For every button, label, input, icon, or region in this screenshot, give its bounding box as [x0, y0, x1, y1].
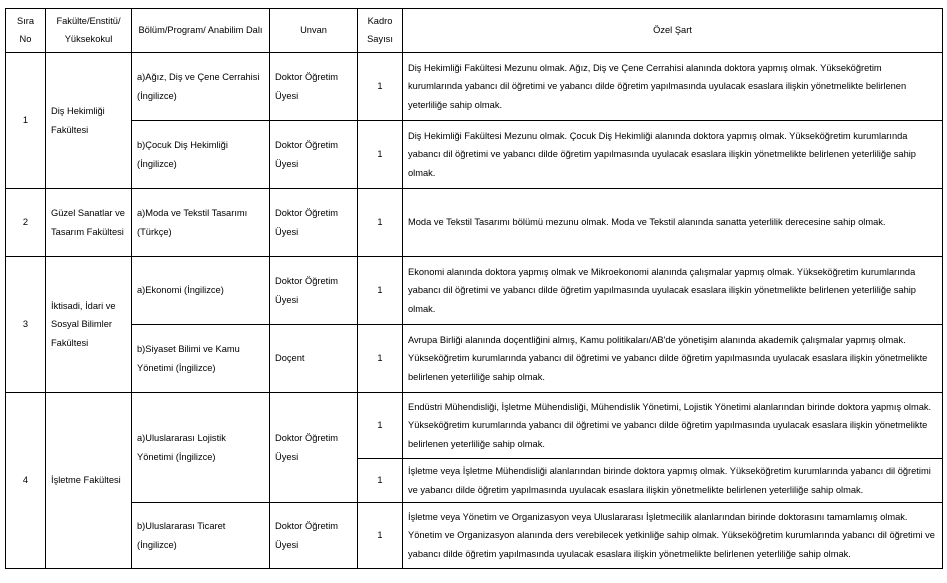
header-unvan: Unvan — [270, 9, 358, 53]
faculty-cell: İktisadi, İdari ve Sosyal Bilimler Fakültesi — [46, 257, 132, 393]
condition-cell: Avrupa Birliği alanında doçentliğini almış, Kamu politikaları/AB'de yönetişim alanında akademik çalışmalar yapmış olmak. Yükseköğretim kurumlarında yabancı dil öğretimi ve yabancı dilde öğretim yapılmasında uyulacak esaslara ilişkin yönetmelikte belirlenen yeterliliğe sahip olmak. — [403, 325, 943, 393]
department-cell: b)Çocuk Diş Hekimliği (İngilizce) — [132, 121, 270, 189]
title-cell: Doktor Öğretim Üyesi — [270, 121, 358, 189]
header-sira: Sıra No — [6, 9, 46, 53]
header-row — [6, 9, 943, 53]
table-row — [6, 393, 943, 459]
header-bolum: Bölüm/Program/ Anabilim Dalı — [132, 9, 270, 53]
row-number: 4 — [6, 393, 46, 569]
title-cell: Doktor Öğretim Üyesi — [270, 53, 358, 121]
table-row — [6, 325, 943, 393]
condition-cell: Diş Hekimliği Fakültesi Mezunu olmak. Ağız, Diş ve Çene Cerrahisi alanında doktora yapmış olmak. Yükseköğretim kurumlarında yabancı dil öğretimi ve yabancı dilde öğretim yapılmasında uyulacak esaslara ilişkin yönetmelikte belirlenen yeterliliğe sahip olmak. — [403, 53, 943, 121]
row-number: 3 — [6, 257, 46, 393]
count-cell: 1 — [358, 459, 403, 503]
count-cell: 1 — [358, 53, 403, 121]
header-ozel-sart: Özel Şart — [403, 9, 943, 53]
header-kadro: Kadro Sayısı — [358, 9, 403, 53]
count-cell: 1 — [358, 189, 403, 257]
department-cell: b)Uluslararası Ticaret (İngilizce) — [132, 503, 270, 569]
condition-cell: İşletme veya Yönetim ve Organizasyon veya Uluslararası İşletmecilik alanlarından birinde doktorasını tamamlamış olmak. Yönetim ve Organizasyon alanında ders verebilecek yetkinliğe sahip olmak. Yükseköğretim kurumlarında yabancı dil öğretimi ve yabancı dilde öğretim yapılmasında uyulacak esaslara ilişkin yönetmelikte belirlenen yeterliliğe sahip olmak. — [403, 503, 943, 569]
count-cell: 1 — [358, 325, 403, 393]
table-row — [6, 503, 943, 569]
faculty-cell: İşletme Fakültesi — [46, 393, 132, 569]
title-cell: Doçent — [270, 325, 358, 393]
count-cell: 1 — [358, 121, 403, 189]
department-cell: b)Siyaset Bilimi ve Kamu Yönetimi (İngilizce) — [132, 325, 270, 393]
count-cell: 1 — [358, 503, 403, 569]
condition-cell: Endüstri Mühendisliği, İşletme Mühendisliği, Mühendislik Yönetimi, Lojistik Yönetimi alanlarından birinde doktora yapmış olmak. Yükseköğretim kurumlarında yabancı dil öğretimi ve yabancı dilde öğretim yapılmasında uyulacak esaslara ilişkin yönetmelikte belirlenen yeterliliğe sahip olmak. — [403, 393, 943, 459]
table-row — [6, 53, 943, 121]
department-cell: a)Ağız, Diş ve Çene Cerrahisi (İngilizce) — [132, 53, 270, 121]
condition-cell: İşletme veya İşletme Mühendisliği alanlarından birinde doktora yapmış olmak. Yükseköğretim kurumlarında yabancı dil öğretimi ve yabancı dilde öğretim yapılmasında uyulacak esaslara ilişkin yönetmelikte belirlenen yeterliliğe sahip olmak. — [403, 459, 943, 503]
table-row — [6, 121, 943, 189]
table-row — [6, 189, 943, 257]
count-cell: 1 — [358, 257, 403, 325]
department-cell: a)Moda ve Tekstil Tasarımı (Türkçe) — [132, 189, 270, 257]
row-number: 1 — [6, 53, 46, 189]
condition-cell: Moda ve Tekstil Tasarımı bölümü mezunu olmak. Moda ve Tekstil alanında sanatta yeterlilik derecesine sahip olmak. — [403, 189, 943, 257]
title-cell: Doktor Öğretim Üyesi — [270, 257, 358, 325]
faculty-cell: Diş Hekimliği Fakültesi — [46, 53, 132, 189]
count-cell: 1 — [358, 393, 403, 459]
title-cell: Doktor Öğretim Üyesi — [270, 393, 358, 503]
condition-cell: Diş Hekimliği Fakültesi Mezunu olmak. Çocuk Diş Hekimliği alanında doktora yapmış olmak. Yükseköğretim kurumlarında yabancı dil öğretimi ve yabancı dilde öğretim yapılmasında uyulacak esaslara ilişkin yönetmelikte belirlenen yeterliliğe sahip olmak. — [403, 121, 943, 189]
condition-cell: Ekonomi alanında doktora yapmış olmak ve Mikroekonomi alanında çalışmalar yapmış olmak. Yükseköğretim kurumlarında yabancı dil öğretimi ve yabancı dilde öğretim yapılmasında uyulacak esaslara ilişkin yönetmelikte belirlenen yeterliliğe sahip olmak. — [403, 257, 943, 325]
position-table — [5, 8, 943, 569]
faculty-cell: Güzel Sanatlar ve Tasarım Fakültesi — [46, 189, 132, 257]
department-cell: a)Ekonomi (İngilizce) — [132, 257, 270, 325]
table-row — [6, 257, 943, 325]
title-cell: Doktor Öğretim Üyesi — [270, 189, 358, 257]
header-fakulte: Fakülte/Enstitü/ Yüksekokul — [46, 9, 132, 53]
row-number: 2 — [6, 189, 46, 257]
department-cell: a)Uluslararası Lojistik Yönetimi (İngilizce) — [132, 393, 270, 503]
title-cell: Doktor Öğretim Üyesi — [270, 503, 358, 569]
